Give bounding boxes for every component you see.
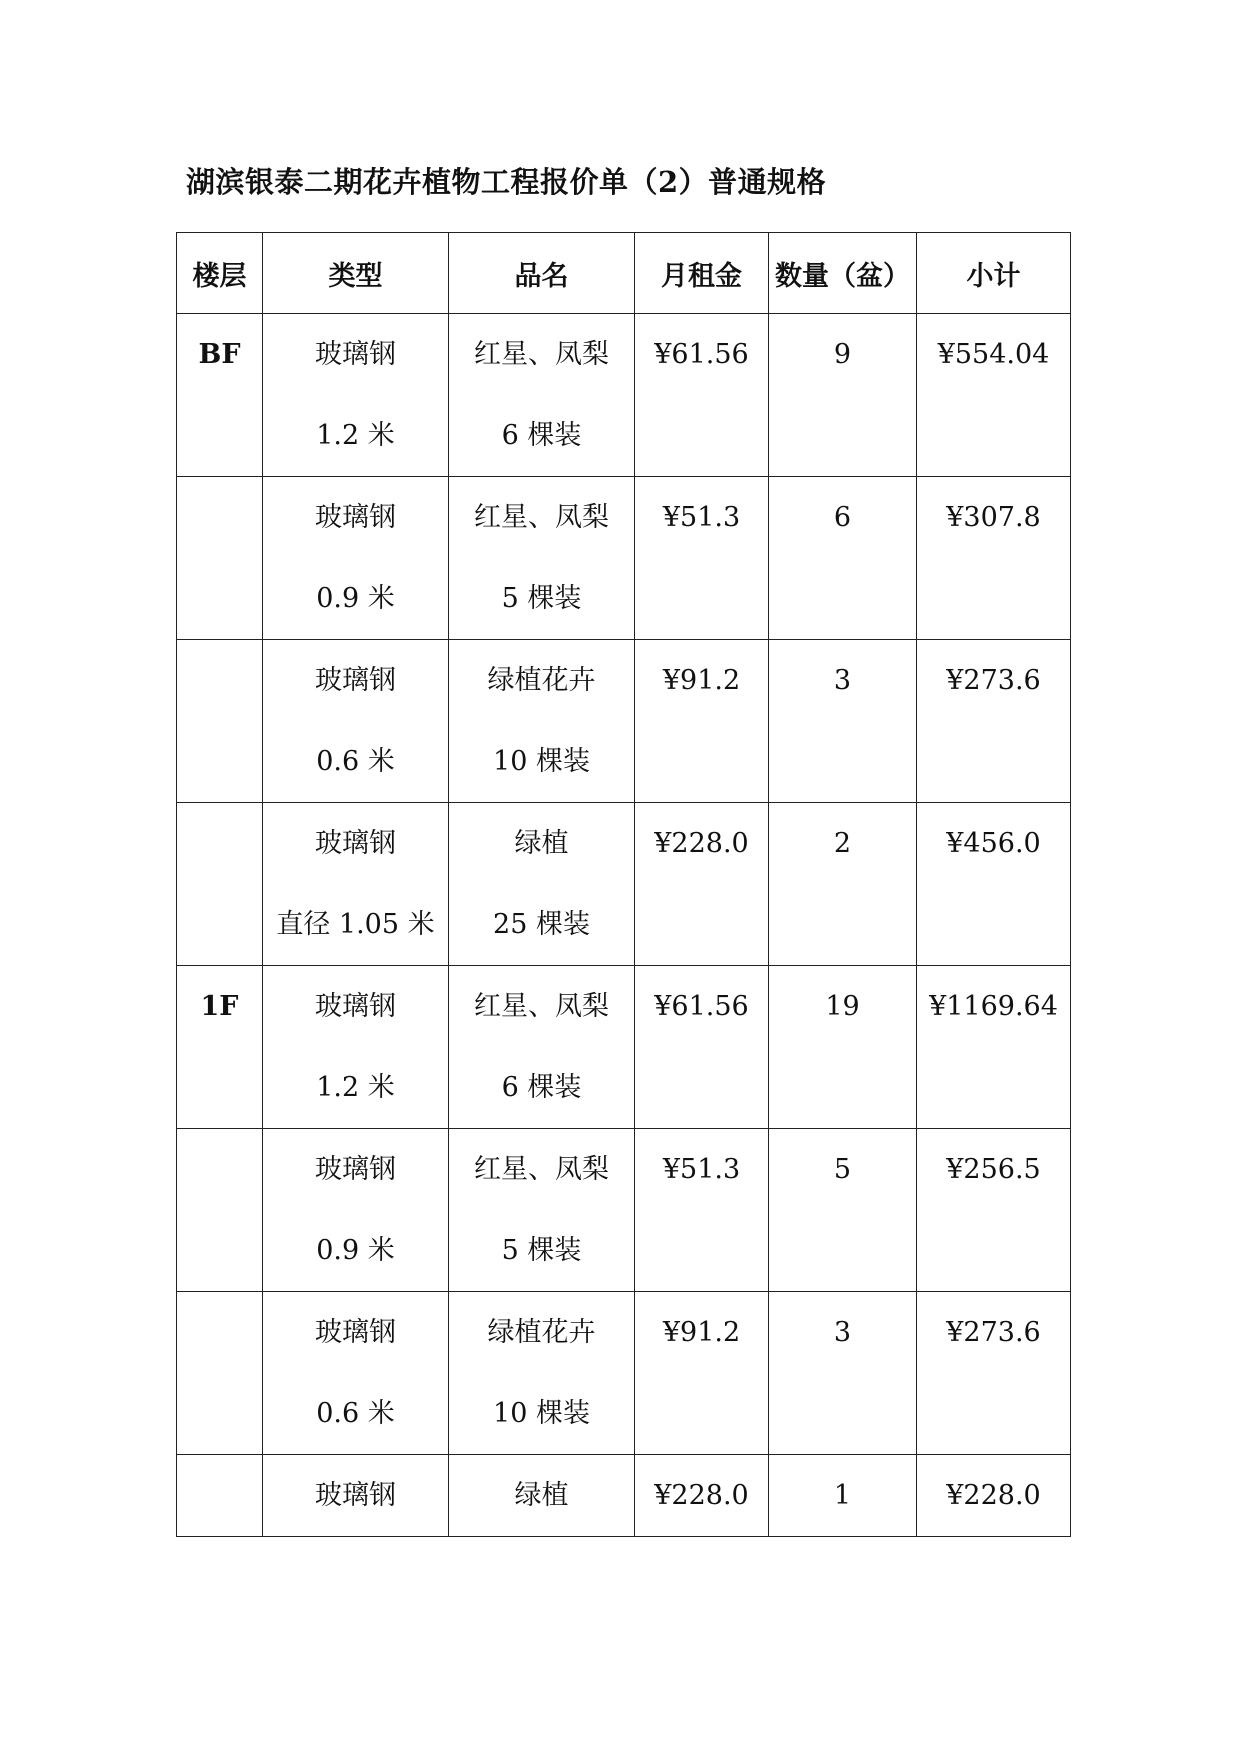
cell-rent-text: ¥51.3 — [662, 502, 741, 533]
cell-product-text: 6 棵装 — [501, 420, 582, 451]
cell-product — [449, 314, 635, 477]
cell-rent-text: ¥228.0 — [654, 1480, 749, 1511]
cell-subtotal-text: ¥273.6 — [946, 1317, 1041, 1348]
cell-product — [449, 1129, 635, 1292]
cell-type — [263, 1455, 449, 1537]
cell-quantity-text: 6 — [833, 502, 852, 533]
cell-subtotal-text: ¥228.0 — [946, 1480, 1041, 1511]
cell-subtotal-text: ¥307.8 — [946, 502, 1041, 533]
cell-rent-text: ¥228.0 — [654, 828, 749, 859]
header-type: 类型 — [263, 233, 449, 314]
cell-subtotal-text: ¥456.0 — [946, 828, 1041, 859]
cell-product — [449, 477, 635, 640]
cell-rent — [635, 1129, 769, 1292]
cell-product-text: 红星、凤梨 — [474, 502, 609, 533]
cell-product — [449, 1292, 635, 1455]
cell-rent-text: ¥61.56 — [654, 339, 749, 370]
cell-floor — [177, 966, 263, 1129]
header-rent: 月租金 — [635, 233, 769, 314]
cell-type — [263, 966, 449, 1129]
cell-type-text: 0.9 米 — [316, 1235, 395, 1266]
cell-quantity — [769, 1455, 917, 1537]
cell-subtotal-text: ¥256.5 — [946, 1154, 1041, 1185]
cell-rent — [635, 1455, 769, 1537]
cell-floor — [177, 477, 263, 640]
table-row — [177, 1455, 1071, 1537]
cell-type — [263, 477, 449, 640]
cell-quantity — [769, 314, 917, 477]
cell-rent — [635, 1292, 769, 1455]
cell-product-text: 绿植 — [514, 828, 569, 859]
cell-type-text: 玻璃钢 — [315, 665, 396, 696]
cell-rent — [635, 477, 769, 640]
cell-quantity — [769, 803, 917, 966]
cell-product — [449, 640, 635, 803]
cell-quantity — [769, 1292, 917, 1455]
cell-product-text: 25 棵装 — [493, 909, 590, 940]
cell-type-text: 玻璃钢 — [315, 1154, 396, 1185]
document-title: 湖滨银泰二期花卉植物工程报价单（2）普通规格 — [186, 165, 827, 199]
table-row — [177, 1129, 1071, 1292]
cell-subtotal — [917, 1455, 1071, 1537]
cell-subtotal — [917, 803, 1071, 966]
cell-subtotal — [917, 314, 1071, 477]
cell-product-text: 10 棵装 — [493, 1398, 590, 1429]
cell-quantity-text: 5 — [833, 1154, 852, 1185]
cell-floor — [177, 640, 263, 803]
header-subtotal: 小计 — [917, 233, 1071, 314]
cell-floor — [177, 1455, 263, 1537]
cell-floor — [177, 314, 263, 477]
cell-product-text: 绿植 — [514, 1480, 569, 1511]
cell-product-text: 6 棵装 — [501, 1072, 582, 1103]
cell-quantity — [769, 1129, 917, 1292]
cell-product-text: 10 棵装 — [493, 746, 590, 777]
cell-quantity-text: 3 — [833, 665, 852, 696]
cell-type — [263, 1292, 449, 1455]
cell-subtotal — [917, 1292, 1071, 1455]
cell-type-text: 1.2 米 — [316, 420, 395, 451]
cell-quantity — [769, 640, 917, 803]
cell-type-text: 玻璃钢 — [315, 1480, 396, 1511]
cell-quantity-text: 1 — [833, 1480, 852, 1511]
cell-rent — [635, 966, 769, 1129]
cell-type — [263, 803, 449, 966]
cell-floor — [177, 803, 263, 966]
cell-rent — [635, 640, 769, 803]
header-product: 品名 — [449, 233, 635, 314]
cell-type-text: 玻璃钢 — [315, 1317, 396, 1348]
table-header-row — [177, 233, 1071, 314]
cell-floor-text: 1F — [200, 991, 239, 1022]
table-row — [177, 477, 1071, 640]
cell-subtotal — [917, 1129, 1071, 1292]
cell-product — [449, 966, 635, 1129]
table-row — [177, 803, 1071, 966]
cell-floor — [177, 1129, 263, 1292]
cell-type-text: 玻璃钢 — [315, 339, 396, 370]
cell-rent-text: ¥91.2 — [662, 665, 741, 696]
cell-type-text: 玻璃钢 — [315, 991, 396, 1022]
cell-subtotal-text: ¥273.6 — [946, 665, 1041, 696]
cell-quantity — [769, 477, 917, 640]
cell-product — [449, 803, 635, 966]
cell-quantity-text: 3 — [833, 1317, 852, 1348]
cell-quantity-text: 2 — [833, 828, 852, 859]
cell-floor-text: BF — [198, 339, 241, 370]
cell-type-text: 0.6 米 — [316, 1398, 395, 1429]
cell-type-text: 玻璃钢 — [315, 828, 396, 859]
header-quantity: 数量（盆） — [769, 233, 917, 314]
table-row — [177, 640, 1071, 803]
cell-subtotal-text: ¥554.04 — [937, 339, 1050, 370]
table-row — [177, 1292, 1071, 1455]
cell-product-text: 红星、凤梨 — [474, 991, 609, 1022]
quote-table — [176, 232, 1071, 1537]
cell-type-text: 直径 1.05 米 — [276, 909, 435, 940]
cell-quantity — [769, 966, 917, 1129]
cell-rent-text: ¥61.56 — [654, 991, 749, 1022]
cell-floor — [177, 1292, 263, 1455]
cell-type-text: 1.2 米 — [316, 1072, 395, 1103]
cell-rent — [635, 314, 769, 477]
cell-rent-text: ¥91.2 — [662, 1317, 741, 1348]
cell-subtotal — [917, 966, 1071, 1129]
cell-subtotal — [917, 477, 1071, 640]
cell-rent-text: ¥51.3 — [662, 1154, 741, 1185]
cell-product-text: 5 棵装 — [501, 1235, 582, 1266]
cell-product-text: 绿植花卉 — [487, 1317, 596, 1348]
header-floor: 楼层 — [177, 233, 263, 314]
cell-subtotal — [917, 640, 1071, 803]
cell-product-text: 绿植花卉 — [487, 665, 596, 696]
cell-type — [263, 314, 449, 477]
cell-product-text: 红星、凤梨 — [474, 1154, 609, 1185]
cell-type — [263, 640, 449, 803]
cell-subtotal-text: ¥1169.64 — [929, 991, 1058, 1022]
cell-type-text: 0.9 米 — [316, 583, 395, 614]
cell-product-text: 红星、凤梨 — [474, 339, 609, 370]
cell-type-text: 玻璃钢 — [315, 502, 396, 533]
table-row — [177, 314, 1071, 477]
cell-type-text: 0.6 米 — [316, 746, 395, 777]
table-row — [177, 966, 1071, 1129]
cell-rent — [635, 803, 769, 966]
cell-product — [449, 1455, 635, 1537]
cell-product-text: 5 棵装 — [501, 583, 582, 614]
cell-quantity-text: 9 — [833, 339, 852, 370]
cell-quantity-text: 19 — [825, 991, 860, 1022]
cell-type — [263, 1129, 449, 1292]
